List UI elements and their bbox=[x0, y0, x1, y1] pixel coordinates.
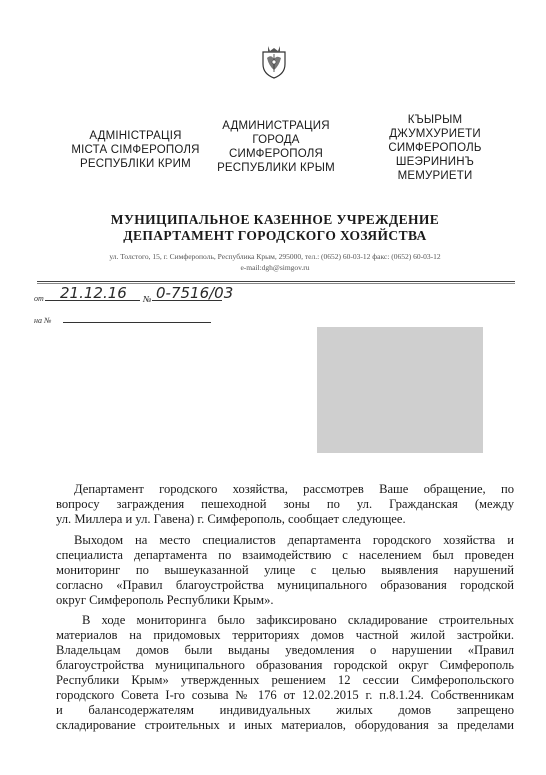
body-line: В ходе мониторинга было зафиксировано складирование строительных bbox=[82, 613, 514, 627]
coat-of-arms-icon bbox=[259, 42, 289, 80]
org-crh-line: МЕМУРИЕТИ bbox=[397, 170, 473, 182]
body-line: Республики Крым» утвержденных решением 12 сессии Симферопольского bbox=[56, 673, 514, 687]
body-line: округ Симферополь Республики Крым». bbox=[56, 593, 274, 607]
org-crh-line: СИМФЕРОПОЛЬ bbox=[388, 142, 482, 154]
org-crh-line: ШЕЭРИНИНЪ bbox=[395, 156, 475, 168]
ref-date-handwritten: 21.12.16 bbox=[60, 284, 127, 302]
body-line: складирование строительных и иных материалов, оборудования за пределами bbox=[56, 718, 514, 732]
org-crh-line: КЪЫРЫМ bbox=[407, 114, 463, 126]
ref-number-label: № bbox=[143, 294, 152, 304]
body-line: и балансодержателям индивидуальных жилых домов запрещено bbox=[56, 703, 514, 717]
org-name-russian bbox=[196, 119, 356, 175]
body-line: городского Совета I-го созыва № 176 от 12.02.2015 г. п.8.1.24. Собственникам bbox=[56, 688, 514, 702]
institution-address: ул. Толстого, 15, г. Симферополь, Республика Крым, 295000, тел.: (0652) 60-03-12 факс: (0652) 60-03-12 bbox=[109, 252, 441, 261]
body-paragraph-2 bbox=[56, 533, 514, 608]
org-ru-line: ГОРОДА bbox=[252, 134, 300, 146]
body-line: специалиста департамента по взаимодействию с населением был проведен bbox=[56, 548, 514, 562]
body-line: материалов на придомовых территориях домов частной жилой застройки. bbox=[56, 628, 514, 642]
org-ru-line: СИМФЕРОПОЛЯ bbox=[229, 148, 323, 160]
ref-number-handwritten: 0-7516/03 bbox=[156, 284, 234, 302]
body-line: ул. Миллера и ул. Гавена) г. Симферополь, сообщает следующее. bbox=[56, 512, 406, 526]
body-line: Выходом на место специалистов департамента городского хозяйства и bbox=[74, 533, 514, 547]
institution-title: МУНИЦИПАЛЬНОЕ КАЗЕННОЕ УЧРЕЖДЕНИЕ bbox=[110, 212, 440, 227]
org-ua-line: МІСТА СІМФЕРОПОЛЯ bbox=[71, 144, 200, 156]
org-crh-line: ДЖУМХУРИЕТИ bbox=[389, 128, 481, 140]
header-divider bbox=[37, 281, 515, 282]
body-line: вопросу заграждения пешеходной зоны по ул. Гражданская (между bbox=[56, 497, 514, 511]
org-name-crimean-tatar bbox=[360, 113, 510, 183]
body-line: Департамент городского хозяйства, рассмотрев Ваше обращение, по bbox=[74, 482, 514, 496]
ref-date-label: от bbox=[34, 294, 44, 303]
body-line: согласно «Правил благоустройства муниципального образования городской bbox=[56, 578, 514, 592]
redacted-addressee-block bbox=[317, 327, 483, 453]
body-line: мониторинг по вышеуказанной улице с целью выявления нарушений bbox=[56, 563, 514, 577]
body-paragraph-3 bbox=[56, 613, 514, 733]
institution-subtitle: ДЕПАРТАМЕНТ ГОРОДСКОГО ХОЗЯЙСТВА bbox=[123, 228, 427, 243]
institution-email: e-mail:dgh@simgov.ru bbox=[240, 263, 310, 272]
body-line: Владельцам домов были выданы уведомления о нарушении «Правил bbox=[56, 643, 514, 657]
ref-date-underline bbox=[45, 300, 140, 301]
body-paragraph-1 bbox=[56, 482, 514, 527]
ref-reply-to-label: на № bbox=[34, 316, 52, 325]
org-ru-line: РЕСПУБЛИКИ КРЫМ bbox=[217, 162, 335, 174]
org-ua-line: РЕСПУБЛІКИ КРИМ bbox=[80, 158, 191, 170]
ref-reply-to-underline bbox=[63, 322, 211, 323]
org-ua-line: АДМІНІСТРАЦІЯ bbox=[89, 130, 182, 142]
body-line: благоустройства муниципального образования городской округ Симферополь bbox=[56, 658, 514, 672]
ref-number-underline bbox=[152, 300, 222, 301]
org-ru-line: АДМИНИСТРАЦИЯ bbox=[222, 120, 330, 132]
